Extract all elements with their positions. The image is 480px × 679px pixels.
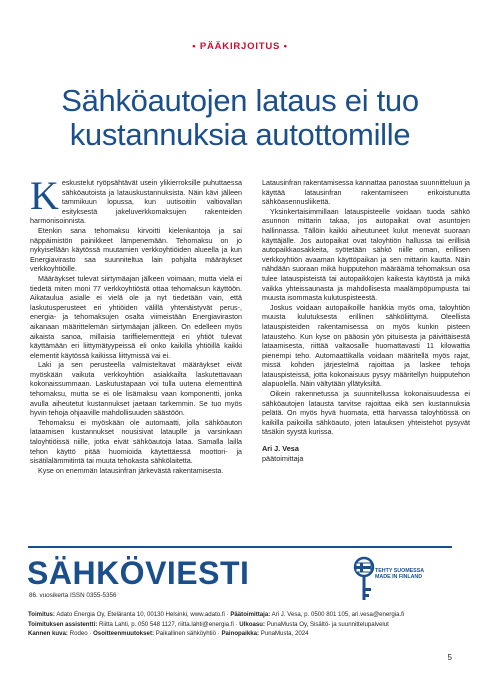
- article-paragraph: Oikein rakennetussa ja suunnitellussa kokonaisuudessa ei sähköautojen latausta tarvitse rajoittaa eikä sen kustannuksia pelätä. On myös hyvä huomata, että harvassa taloyhtiössä on kaikilla paikoilla sähköauto, joten latauksen yhteistehot pysyvät täsäkin syystä kurissa.: [262, 390, 470, 437]
- credits-line: Kannen kuva: Rodeo · Osoitteenmuutokset: Paikallinen sähköyhtiö · Painopaikka: PunaMusta, 2024: [28, 630, 309, 638]
- article-paragraph: Latausinfran rakentamisessa kannattaa panostaa suunnitteluun ja käyttää latausinfran rakentamiseen erikoistunutta sähköasennusliikettä.: [262, 179, 471, 207]
- masthead-title: SÄHKÖVIESTI: [27, 555, 250, 591]
- credits-line: Toimitus: Adato Energia Oy, Eteläranta 10, 00130 Helsinki, www.adato.fi · Päätoimittaja: Ari J. Vesa, p. 0500 801 105, ari.vesa@energia.fi: [28, 611, 405, 618]
- signature-name: Ari J. Vesa: [262, 444, 299, 454]
- article-paragraph: Etenkin sana tehomaksu kirvoitti kielenkantoja ja sai näppäimistön painikkeet lämpenemään. Tehomaksu on jo nykyisellään käytössä muutamien verkkoyhtiöiden alueella ja kun Energiavirasto saa suunniteltua lain pohjalta määräykset verkkoyhtiöille.: [30, 226, 242, 274]
- article-paragraph: Laki ja sen perusteella valmisteltavat määräykset eivät myöskään vaikuta verkkoyhtiön asiakkailta laskutettavaan kokonaissummaan. Laskutustapaan voi tulla uutena elementtinä tehomaksu, mutta se ei ole lisämaksu vaan komponentti, jonka avulla aiheutetut kustannukset jaetaan tarkemmin. Se tuo myös hyvin tehoja ohjaaville mahdollisuuden säästöön.: [30, 361, 242, 418]
- page-number: 5: [447, 653, 452, 662]
- signature: [262, 444, 470, 464]
- credits-line: Toimituksen assistentti: Riitta Lahti, p. 050 548 1127, riitta.lahti@energia.fi · Ulkoasu: PunaMusta Oy, Sisältö- ja suunnittelupalvelut: [28, 620, 389, 628]
- drop-cap: K: [30, 173, 59, 218]
- signature-role: päätoimittaja: [262, 454, 304, 464]
- article-paragraph: Tehomaksu ei myöskään ole automaatti, jolla sähköauton lataamisen kustannukset nousisivat latauplle ja varsinkaan taloyhtiöissä niille, jotka eivät sähköautoja lataa. Samalla lailla tehon käyttö pitää huomioida käytettäessä moottori- ja sisätilalämmitintä tai muuta tehokasta sähkölaitetta.: [30, 418, 242, 466]
- headline: [20, 84, 460, 152]
- issn-line: 86. vuosikerta ISSN 0355-5356: [29, 592, 117, 599]
- section-kicker: • PÄÄKIRJOITUS •: [192, 41, 288, 52]
- credits: [28, 610, 468, 639]
- headline-line-2: kustannuksia autottomille: [69, 117, 411, 152]
- article-paragraph: Keskustelut ryöpsähtävät usein ylikierroksille puhuttaessa sähköautoista ja latauskustannuksista. Näin kävi jälleen tammikuun lopussa, kun uutisoitiin valtiovallan esityksestä jakeluverkkomaksujen rakenteiden harmonisoinnista.: [30, 173, 242, 226]
- divider: [28, 546, 452, 548]
- article-paragraph: Määräykset tulevat siirtymäajan jälkeen voimaan, mutta vielä ei tiedetä miten moni 77 verkkoyhtiöstä ottaa tehomaksun käyttöön. Aikataulua asialle ei vielä ole ja nyt tiedetään vain, että laskutusperusteet eri yhtiöiden välillä yhtenäistyvät perus-, energia- ja tehomaksujen osalta viimeistään Energiaviraston aikanaan määrittelemän siirtymäajan jälkeen. On edelleen myös aikaista sanoa, millaisia tariffielementtejä eri yhtiöt tulevat käyttämään eri liittymätyypeissä eli onko kaikilla yhtiöillä kaikki elementit käytössä kaikissa liittymissä vai ei.: [30, 274, 242, 360]
- article-paragraph: Joskus voidaan autopaikoille hankkia myös oma, taloyhtiön muusta kulutuksesta erillinen sähköliittymä. Oleellista latauspisteiden rakentamisessa on myös kunkin pisteen latausteho. Kun kyse on pääosin yön pituisesta ja päivittäisestä lataamisesta, riittää valtaosalle huomattavasti 11 kilowattia pienempi teho. Automaattikalla voidaan määritellä myös rajat, missä kohden järjestelmä rajoittaa ja laskee tehoja latauspisteissä, jotta kokonaisuus pysyy määritellyn huipputehon alapuolella. Näin vältytään yllätyksiltä.: [262, 303, 470, 389]
- article-paragraph: Yksinkertaisimmillaan latauspisteelle voidaan tuoda sähkö asunnon mittarin takaa, jos autopaikat ovat asuntojen hallinnassa. Tällöin kaikki aiheutuneet kulut menevät suoraan käyttäjälle. Jos autopaikat ovat taloyhtiön hallussa tai erillisiä autopaikkaosakkeita, syötetään sähkö niille oman, erillisen verkkoyhtiön avaaman käyttöpaikan ja sen mittarin kautta. Näin nähdään suoraan mikä huipputehon määräämä tehomaksun osa tulee latauspisteistä tai autopaikkojen kaikesta käytöstä ja mikä vaikka yhteissaunasta ja mahdollisesta maalämpöpumpusta tai muusta isommasta kulutuspisteestä.: [262, 207, 470, 303]
- article-column-right: [262, 179, 470, 464]
- article-column-left: [30, 173, 242, 476]
- made-in-finland-label: TEHTY SUOMESSA MADE IN FINLAND: [375, 568, 424, 581]
- article-paragraph: Kyse on enemmän latausinfran järkevästä rakentamisesta.: [38, 466, 224, 475]
- headline-line-1: Sähköautojen lataus ei tuo: [61, 83, 419, 118]
